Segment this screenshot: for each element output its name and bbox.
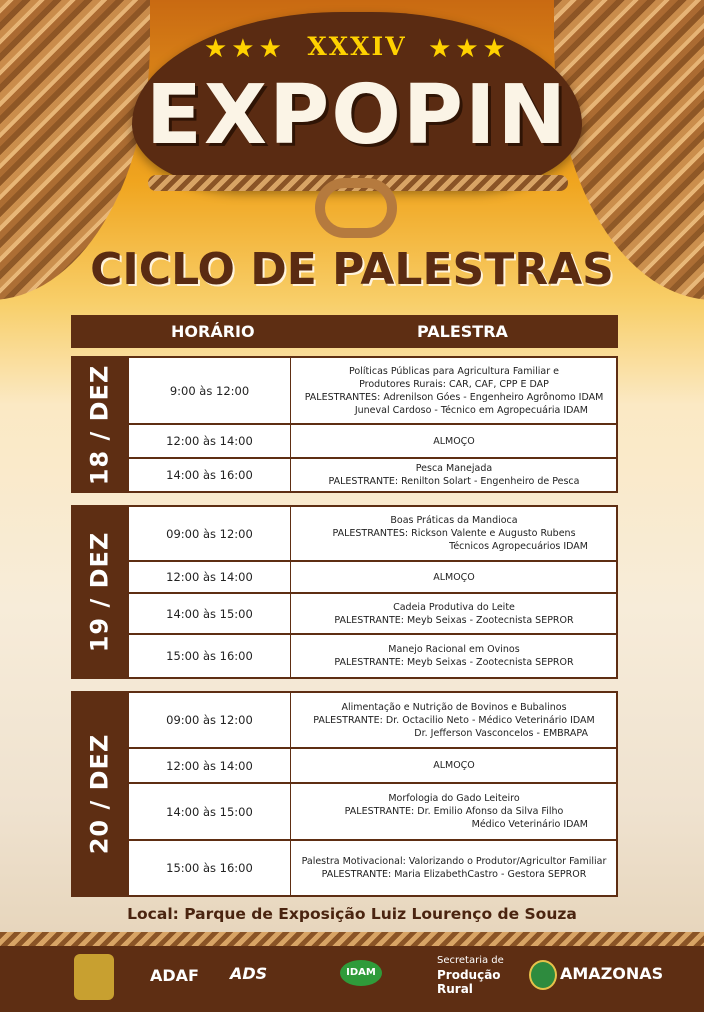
row-time: 12:00 às 14:00 [129,425,291,457]
day-block-20 [71,691,618,897]
row-talk: Manejo Racional em Ovinos PALESTRANTE: Meyb Seixas - Zootecnista SEPROR [334,644,574,668]
schedule-row [129,594,616,633]
schedule-row [129,749,616,782]
row-talk: Políticas Públicas para Agricultura Familiar e Produtores Rurais: CAR, CAF, CPP E DAP PALESTRANTES: Adrenilson Góes - Engenheiro Agrônomo IDAM Juneval Cardoso - Técnico em Agropecuária IDAM [304,365,604,416]
schedule-row [129,425,616,457]
day-block-19 [71,505,618,679]
sepror-logo: Secretaria de Produção Rural [437,955,504,996]
row-talk: Pesca Manejada PALESTRANTE: Renilton Solart - Engenheiro de Pesca [328,463,580,487]
day-label: 19 / DEZ [85,531,114,653]
stars-left: ★★★ [204,34,286,64]
schedule-row [129,841,616,895]
adaf-logo: ADAF [150,966,199,985]
row-talk: ALMOÇO [433,571,475,583]
row-talk: Boas Práticas da Mandioca PALESTRANTES: Rickson Valente e Augusto Rubens Técnicos Agropecuários IDAM [332,515,588,552]
rope-knot-loop [315,178,397,238]
header-palestra: PALESTRA [417,322,508,341]
day-label: 20 / DEZ [85,733,114,855]
row-time: 12:00 às 14:00 [129,749,291,782]
event-location: Local: Parque de Exposição Luiz Lourenço de Souza [127,905,577,923]
sponsor-footer [0,946,704,1012]
row-time: 14:00 às 15:00 [129,594,291,633]
parintins-logo [74,954,114,1000]
row-talk: ALMOÇO [433,435,475,447]
row-talk: ALMOÇO [433,760,475,771]
edition-numeral: XXXIV [307,32,407,61]
row-time: 14:00 às 16:00 [129,459,291,491]
row-time: 09:00 às 12:00 [129,693,291,747]
row-time: 09:00 às 12:00 [129,507,291,560]
schedule-row [129,693,616,747]
stars-right: ★★★ [428,34,510,64]
day-label: 18 / DEZ [85,364,114,485]
amazonas-seal-icon [529,960,557,990]
schedule-row [129,784,616,839]
header-horario: HORÁRIO [171,322,255,341]
event-title: EXPOPIN [145,68,569,163]
expopin-badge [132,12,582,190]
ads-logo: ADS [230,964,268,983]
rope-strip [0,932,704,946]
row-time: 12:00 às 14:00 [129,562,291,592]
row-time: 15:00 às 16:00 [129,635,291,677]
schedule-row [129,358,616,423]
row-time: 15:00 às 16:00 [129,841,291,895]
idam-logo: IDAM [340,960,382,986]
page-subtitle: CICLO DE PALESTRAS [90,244,614,295]
day-block-18 [71,356,618,493]
row-talk: Alimentação e Nutrição de Bovinos e Bubalinos PALESTRANTE: Dr. Octacilio Neto - Médico Veterinário IDAM Dr. Jefferson Vasconcelos - EMBRAPA [313,701,595,739]
row-time: 14:00 às 15:00 [129,784,291,839]
row-talk: Morfologia do Gado Leiteiro PALESTRANTE: Dr. Emilio Afonso da Silva Filho Médico Veterinário IDAM [344,793,588,830]
row-time: 9:00 às 12:00 [129,358,291,423]
row-talk: Palestra Motivacional: Valorizando o Produtor/Agricultor Familiar PALESTRANTE: Maria ElizabethCastro - Gestora SEPROR [301,856,607,880]
table-header [71,315,618,348]
schedule-row [129,459,616,491]
schedule-row [129,507,616,560]
row-talk: Cadeia Produtiva do Leite PALESTRANTE: Meyb Seixas - Zootecnista SEPROR [334,601,574,626]
schedule-row [129,635,616,677]
schedule-row [129,562,616,592]
amazonas-logo: AMAZONAS [560,964,664,983]
